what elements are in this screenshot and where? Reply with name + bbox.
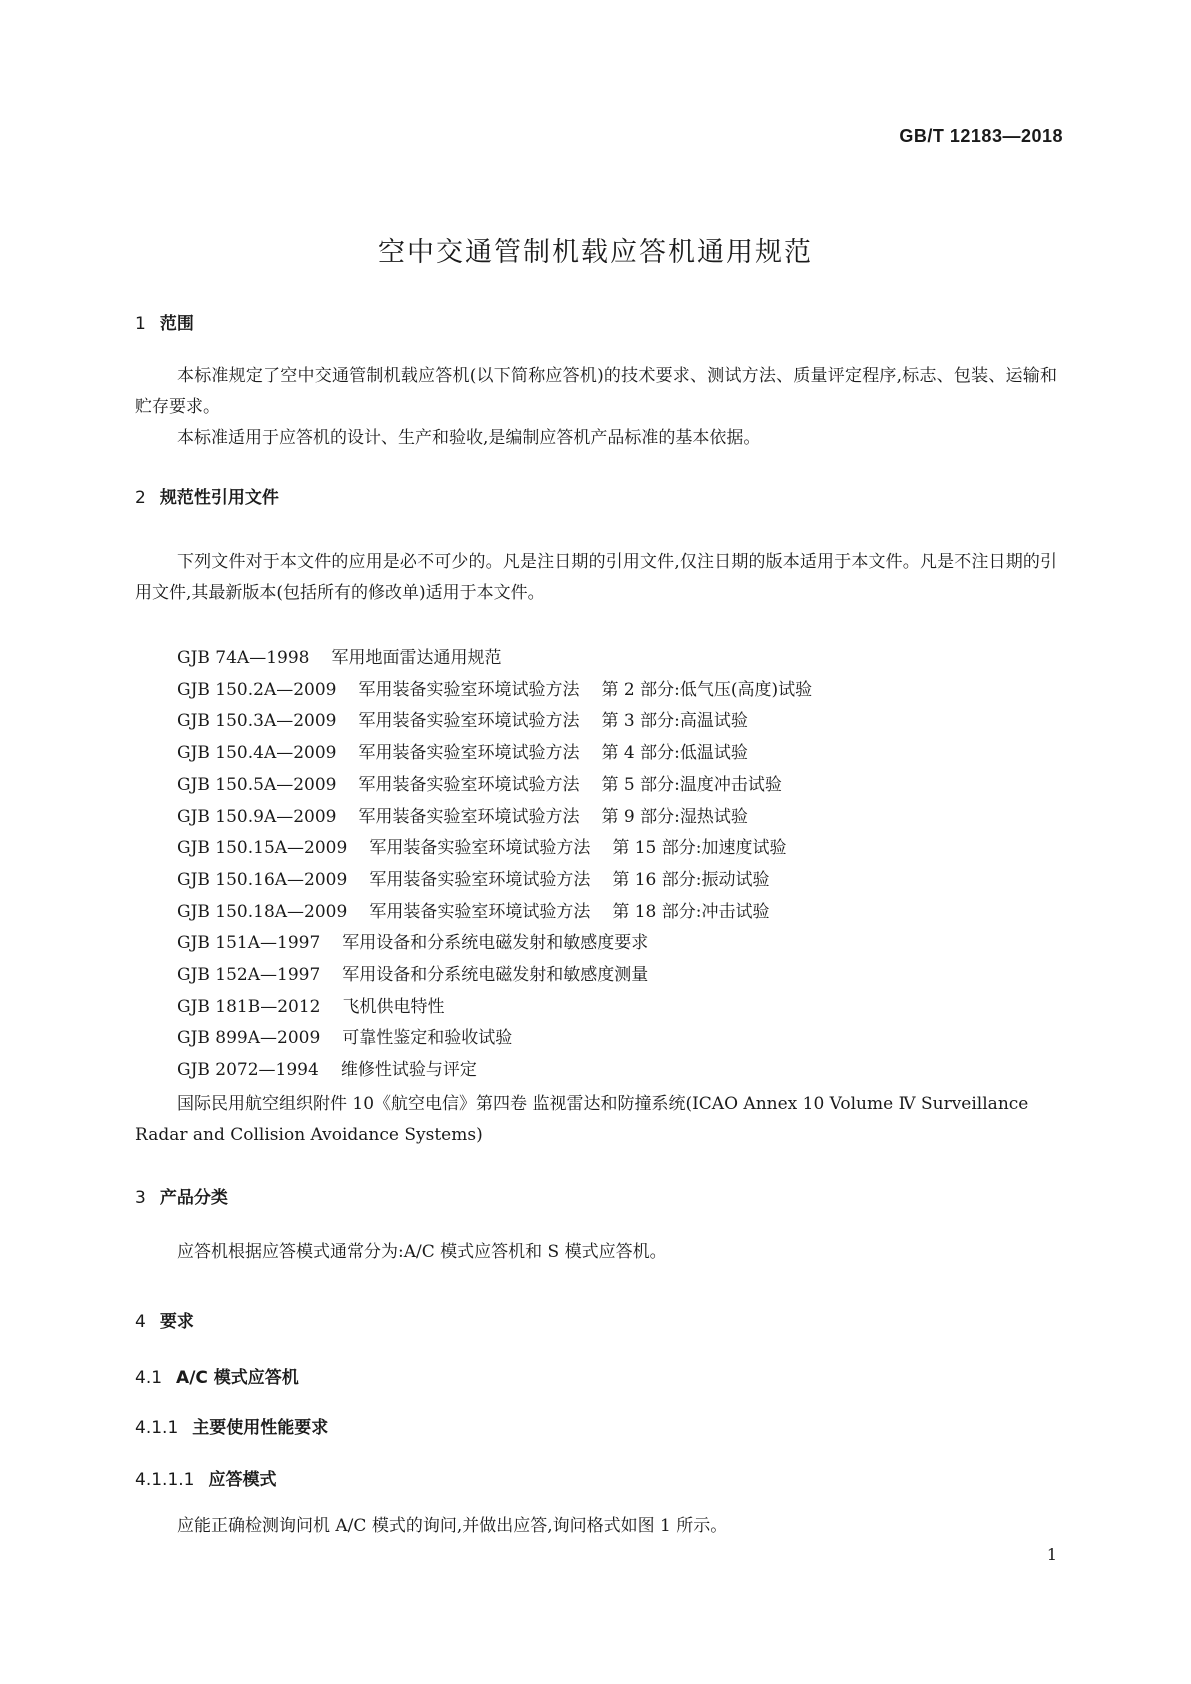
reference-item bbox=[177, 770, 812, 802]
section-number: 4.1 bbox=[135, 1368, 163, 1388]
reference-item bbox=[177, 802, 812, 834]
reference-part: 第 5 部分:温度冲击试验 bbox=[601, 774, 782, 795]
reference-title: 军用装备实验室环境试验方法 bbox=[369, 901, 591, 922]
section-3-heading bbox=[135, 1183, 228, 1208]
document-title: 空中交通管制机载应答机通用规范 bbox=[378, 237, 813, 268]
section-title: 要求 bbox=[159, 1312, 194, 1332]
page-number: 1 bbox=[1046, 1545, 1057, 1564]
reference-item bbox=[177, 706, 812, 738]
section-number: 4.1.1.1 bbox=[135, 1470, 195, 1490]
section-4-1-1-1-heading bbox=[135, 1465, 276, 1490]
section-title: 产品分类 bbox=[159, 1188, 228, 1208]
reference-code: GJB 150.9A—2009 bbox=[177, 806, 337, 827]
reference-item bbox=[177, 643, 812, 675]
reference-title: 可靠性鉴定和验收试验 bbox=[342, 1028, 513, 1049]
section-number: 1 bbox=[135, 314, 146, 334]
reference-title: 军用装备实验室环境试验方法 bbox=[358, 679, 580, 700]
reference-item-icao: 国际民用航空组织附件 10《航空电信》第四卷 监视雷达和防撞系统(ICAO Annex 10 Volume Ⅳ Surveillance Radar and Collision Avoidance Systems) bbox=[135, 1094, 1029, 1145]
reference-title: 军用设备和分系统电磁发射和敏感度要求 bbox=[342, 933, 649, 954]
reference-title: 维修性试验与评定 bbox=[340, 1060, 477, 1081]
reference-title: 军用装备实验室环境试验方法 bbox=[369, 869, 591, 890]
section-1-paragraph-2: 本标准适用于应答机的设计、生产和验收,是编制应答机产品标准的基本依据。 bbox=[177, 428, 761, 448]
reference-item bbox=[177, 960, 812, 992]
section-title: 应答模式 bbox=[208, 1470, 277, 1490]
section-2-intro: 下列文件对于本文件的应用是必不可少的。凡是注日期的引用文件,仅注日期的版本适用于本文件。凡是不注日期的引用文件,其最新版本(包括所有的修改单)适用于本文件。 bbox=[135, 552, 1057, 603]
section-4-1-1-heading bbox=[135, 1413, 328, 1438]
reference-code: GJB 150.5A—2009 bbox=[177, 774, 337, 795]
reference-part: 第 18 部分:冲击试验 bbox=[612, 901, 770, 922]
reference-part: 第 3 部分:高温试验 bbox=[601, 711, 748, 732]
reference-code: GJB 74A—1998 bbox=[177, 648, 310, 668]
reference-code: GJB 2072—1994 bbox=[177, 1060, 319, 1081]
reference-code: GJB 150.15A—2009 bbox=[177, 838, 348, 859]
reference-title: 军用装备实验室环境试验方法 bbox=[358, 806, 580, 827]
reference-title: 军用装备实验室环境试验方法 bbox=[369, 838, 591, 859]
reference-code: GJB 150.16A—2009 bbox=[177, 869, 348, 890]
reference-item bbox=[177, 1023, 812, 1055]
section-title: 主要使用性能要求 bbox=[192, 1418, 329, 1438]
reference-item bbox=[177, 928, 812, 960]
reference-code: GJB 150.4A—2009 bbox=[177, 743, 337, 764]
section-1-heading bbox=[135, 309, 194, 334]
section-number: 2 bbox=[135, 488, 146, 508]
section-4-heading bbox=[135, 1307, 194, 1332]
reference-item bbox=[177, 865, 812, 897]
section-1-paragraph-1: 本标准规定了空中交通管制机载应答机(以下简称应答机)的技术要求、测试方法、质量评定程序,标志、包装、运输和贮存要求。 bbox=[135, 366, 1057, 417]
reference-code: GJB 151A—1997 bbox=[177, 933, 321, 954]
section-number: 3 bbox=[135, 1188, 146, 1208]
section-3-paragraph-1: 应答机根据应答模式通常分为:A/C 模式应答机和 S 模式应答机。 bbox=[177, 1242, 667, 1262]
reference-item bbox=[177, 833, 812, 865]
section-title: 规范性引用文件 bbox=[159, 488, 279, 508]
reference-code: GJB 152A—1997 bbox=[177, 965, 321, 986]
reference-code: GJB 150.2A—2009 bbox=[177, 679, 337, 700]
reference-title: 军用装备实验室环境试验方法 bbox=[358, 774, 580, 795]
section-title: A/C 模式应答机 bbox=[176, 1368, 299, 1388]
section-4-1-heading bbox=[135, 1363, 299, 1388]
reference-item bbox=[177, 992, 812, 1024]
reference-title: 军用设备和分系统电磁发射和敏感度测量 bbox=[342, 965, 649, 986]
reference-item bbox=[177, 1055, 812, 1087]
reference-item bbox=[177, 675, 812, 707]
section-number: 4 bbox=[135, 1312, 146, 1332]
reference-part: 第 15 部分:加速度试验 bbox=[612, 838, 787, 859]
reference-part: 第 16 部分:振动试验 bbox=[612, 869, 770, 890]
reference-code: GJB 181B—2012 bbox=[177, 996, 321, 1017]
reference-title: 飞机供电特性 bbox=[342, 996, 445, 1017]
reference-title: 军用装备实验室环境试验方法 bbox=[358, 711, 580, 732]
section-4-1-1-1-paragraph: 应能正确检测询问机 A/C 模式的询问,并做出应答,询问格式如图 1 所示。 bbox=[177, 1516, 728, 1536]
normative-reference-list bbox=[177, 643, 812, 1087]
reference-code: GJB 150.18A—2009 bbox=[177, 901, 348, 922]
reference-title: 军用地面雷达通用规范 bbox=[331, 648, 502, 668]
section-2-heading bbox=[135, 483, 279, 508]
reference-code: GJB 150.3A—2009 bbox=[177, 711, 337, 732]
section-title: 范围 bbox=[159, 314, 194, 334]
reference-part: 第 9 部分:湿热试验 bbox=[601, 806, 748, 827]
reference-code: GJB 899A—2009 bbox=[177, 1028, 321, 1049]
reference-part: 第 4 部分:低温试验 bbox=[601, 743, 748, 764]
reference-item bbox=[177, 738, 812, 770]
reference-part: 第 2 部分:低气压(高度)试验 bbox=[601, 679, 813, 700]
section-number: 4.1.1 bbox=[135, 1418, 179, 1438]
standard-code: GB/T 12183—2018 bbox=[899, 126, 1063, 146]
reference-title: 军用装备实验室环境试验方法 bbox=[358, 743, 580, 764]
reference-item bbox=[177, 897, 812, 929]
